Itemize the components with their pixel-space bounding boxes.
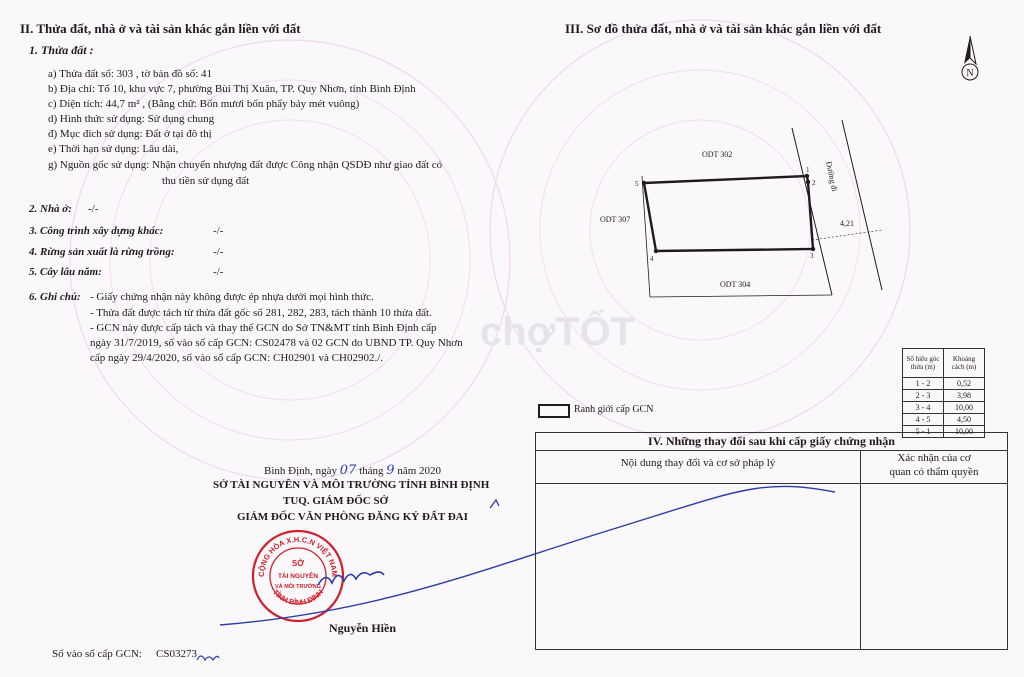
north-arrow-icon [958,34,982,86]
section4-title: IV. Những thay đổi sau khi cấp giấy chứng nhận [536,433,1007,451]
table-header-cell: Số hiệu góc thửa (m) [903,349,944,378]
table-row: 4 - 5 4,50 [903,414,985,426]
note-line: - Thửa đất được tách từ thửa đất gốc số 281, 282, 283, tách thành 10 thửa đất. [90,307,432,319]
land-purpose-line: đ) Mục đích sử dụng: Đất ở tại đô thị [48,128,212,140]
land-parcel-line: a) Thửa đất số: 303 , tờ bản đồ số: 41 [48,68,213,80]
column-approval-header-cont: quan có thẩm quyền [889,466,979,478]
note-line: - GCN này được cấp tách và thay thế GCN do Sở TN&MT tỉnh Bình Định cấp [90,322,437,334]
label-road-width: 4,21 [840,219,854,228]
legend-label: Ranh giới cấp GCN [574,404,654,415]
parcel-diagram [560,110,900,310]
label-odt-bottom: ODT 304 [720,280,751,289]
land-usage-form-line: d) Hình thức sử dụng: Sử dụng chung [48,113,215,125]
land-origin-line: g) Nguồn gốc sử dụng: Nhận chuyển nhượng đất được Công nhận QSDĐ như giao đất có [48,159,443,171]
label-odt-top: ODT 302 [702,150,733,159]
table-header-cell: Khoảng cách (m) [944,349,985,378]
registry-value: CS03273 [156,648,197,660]
point-2: 2 [812,179,816,187]
svg-text:TÀI NGUYÊN: TÀI NGUYÊN [277,573,319,580]
point-5: 5 [635,180,639,188]
section2-title: II. Thửa đất, nhà ở và tài sản khác gắn liền với đất [20,21,301,36]
director-title: GIÁM ĐỐC VĂN PHÒNG ĐĂNG KÝ ĐẤT ĐAI [237,511,468,523]
construction-value: -/- [213,225,224,237]
point-3: 3 [810,252,814,260]
svg-text:CỘNG HÒA X.H.C.N VIỆT NAM: CỘNG HÒA X.H.C.N VIỆT NAM [256,534,340,578]
point-1: 1 [806,166,810,174]
issue-date: Bình Định, ngày 07 tháng 9 năm 2020 [264,463,442,478]
forest-label: 4. Rừng sản xuất là rừng trồng: [29,246,175,258]
notes-label: 6. Ghi chú: [29,291,81,303]
svg-text:N: N [966,68,974,79]
svg-text:TỈNH BÌNH ĐỊNH: TỈNH BÌNH ĐỊNH [271,587,325,607]
trees-label: 5. Cây lâu năm: [29,266,102,278]
house-value: -/- [88,203,99,215]
legend-swatch [538,404,570,418]
registry-label: Số vào sổ cấp GCN: [52,648,142,660]
svg-text:SỞ: SỞ [291,559,305,568]
column-divider [860,450,861,649]
land-area-line: c) Diện tích: 44,7 m² , (Bằng chữ: Bốn mươi bốn phẩy bảy mét vuông) [48,98,360,110]
note-line: ngày 31/7/2019, số vào sổ cấp GCN: CS02478 và 02 GCN do UBND TP. Quy Nhơn [90,337,463,349]
distance-table [902,348,985,438]
house-label: 2. Nhà ở: [29,203,72,215]
land-heading: 1. Thửa đất : [29,43,94,57]
note-line: - Giấy chứng nhận này không được ép nhựa dưới mọi hình thức. [90,291,374,303]
table-row: 3 - 4 10,00 [903,402,985,414]
land-term-line: e) Thời hạn sử dụng: Lâu dài, [48,143,179,155]
land-address-line: b) Địa chỉ: Tổ 10, khu vực 7, phường Bùi Thị Xuân, TP. Quy Nhơn, tỉnh Bình Định [48,83,416,95]
land-origin-cont: thu tiền sử dụng đất [162,175,250,187]
signer-name: Nguyễn Hiền [329,621,397,635]
parcel-boundary [644,176,813,251]
point-4: 4 [650,255,654,263]
column-content-header: Nội dung thay đổi và cơ sở pháp lý [620,457,776,469]
svg-text:chợTỐT: chợTỐT [480,310,636,354]
table-row: 5 - 1 10,00 [903,426,985,438]
header-divider [536,483,1007,484]
label-odt-left: ODT 307 [600,215,631,224]
label-road: Đường đi [824,160,840,193]
trees-value: -/- [213,266,224,278]
construction-label: 3. Công trình xây dựng khác: [29,225,164,237]
column-approval-header: Xác nhận của cơ [897,452,971,464]
table-row: 1 - 2 0,52 [903,378,985,390]
table-row: 2 - 3 3,98 [903,390,985,402]
tuq-line: TUQ. GIÁM ĐỐC SỞ [283,495,389,507]
changes-table [535,432,1008,650]
forest-value: -/- [213,246,224,258]
note-line: cấp ngày 29/4/2020, số vào sổ cấp GCN: CH02901 và CH02902./. [90,352,383,364]
issuing-org: SỞ TÀI NGUYÊN VÀ MÔI TRƯỜNG TỈNH BÌNH ĐỊNH [213,479,490,491]
section3-title: III. Sơ đồ thửa đất, nhà ở và tài sản khác gắn liền với đất [565,21,882,36]
svg-text:VÀ MÔI TRƯỜNG: VÀ MÔI TRƯỜNG [275,584,321,590]
